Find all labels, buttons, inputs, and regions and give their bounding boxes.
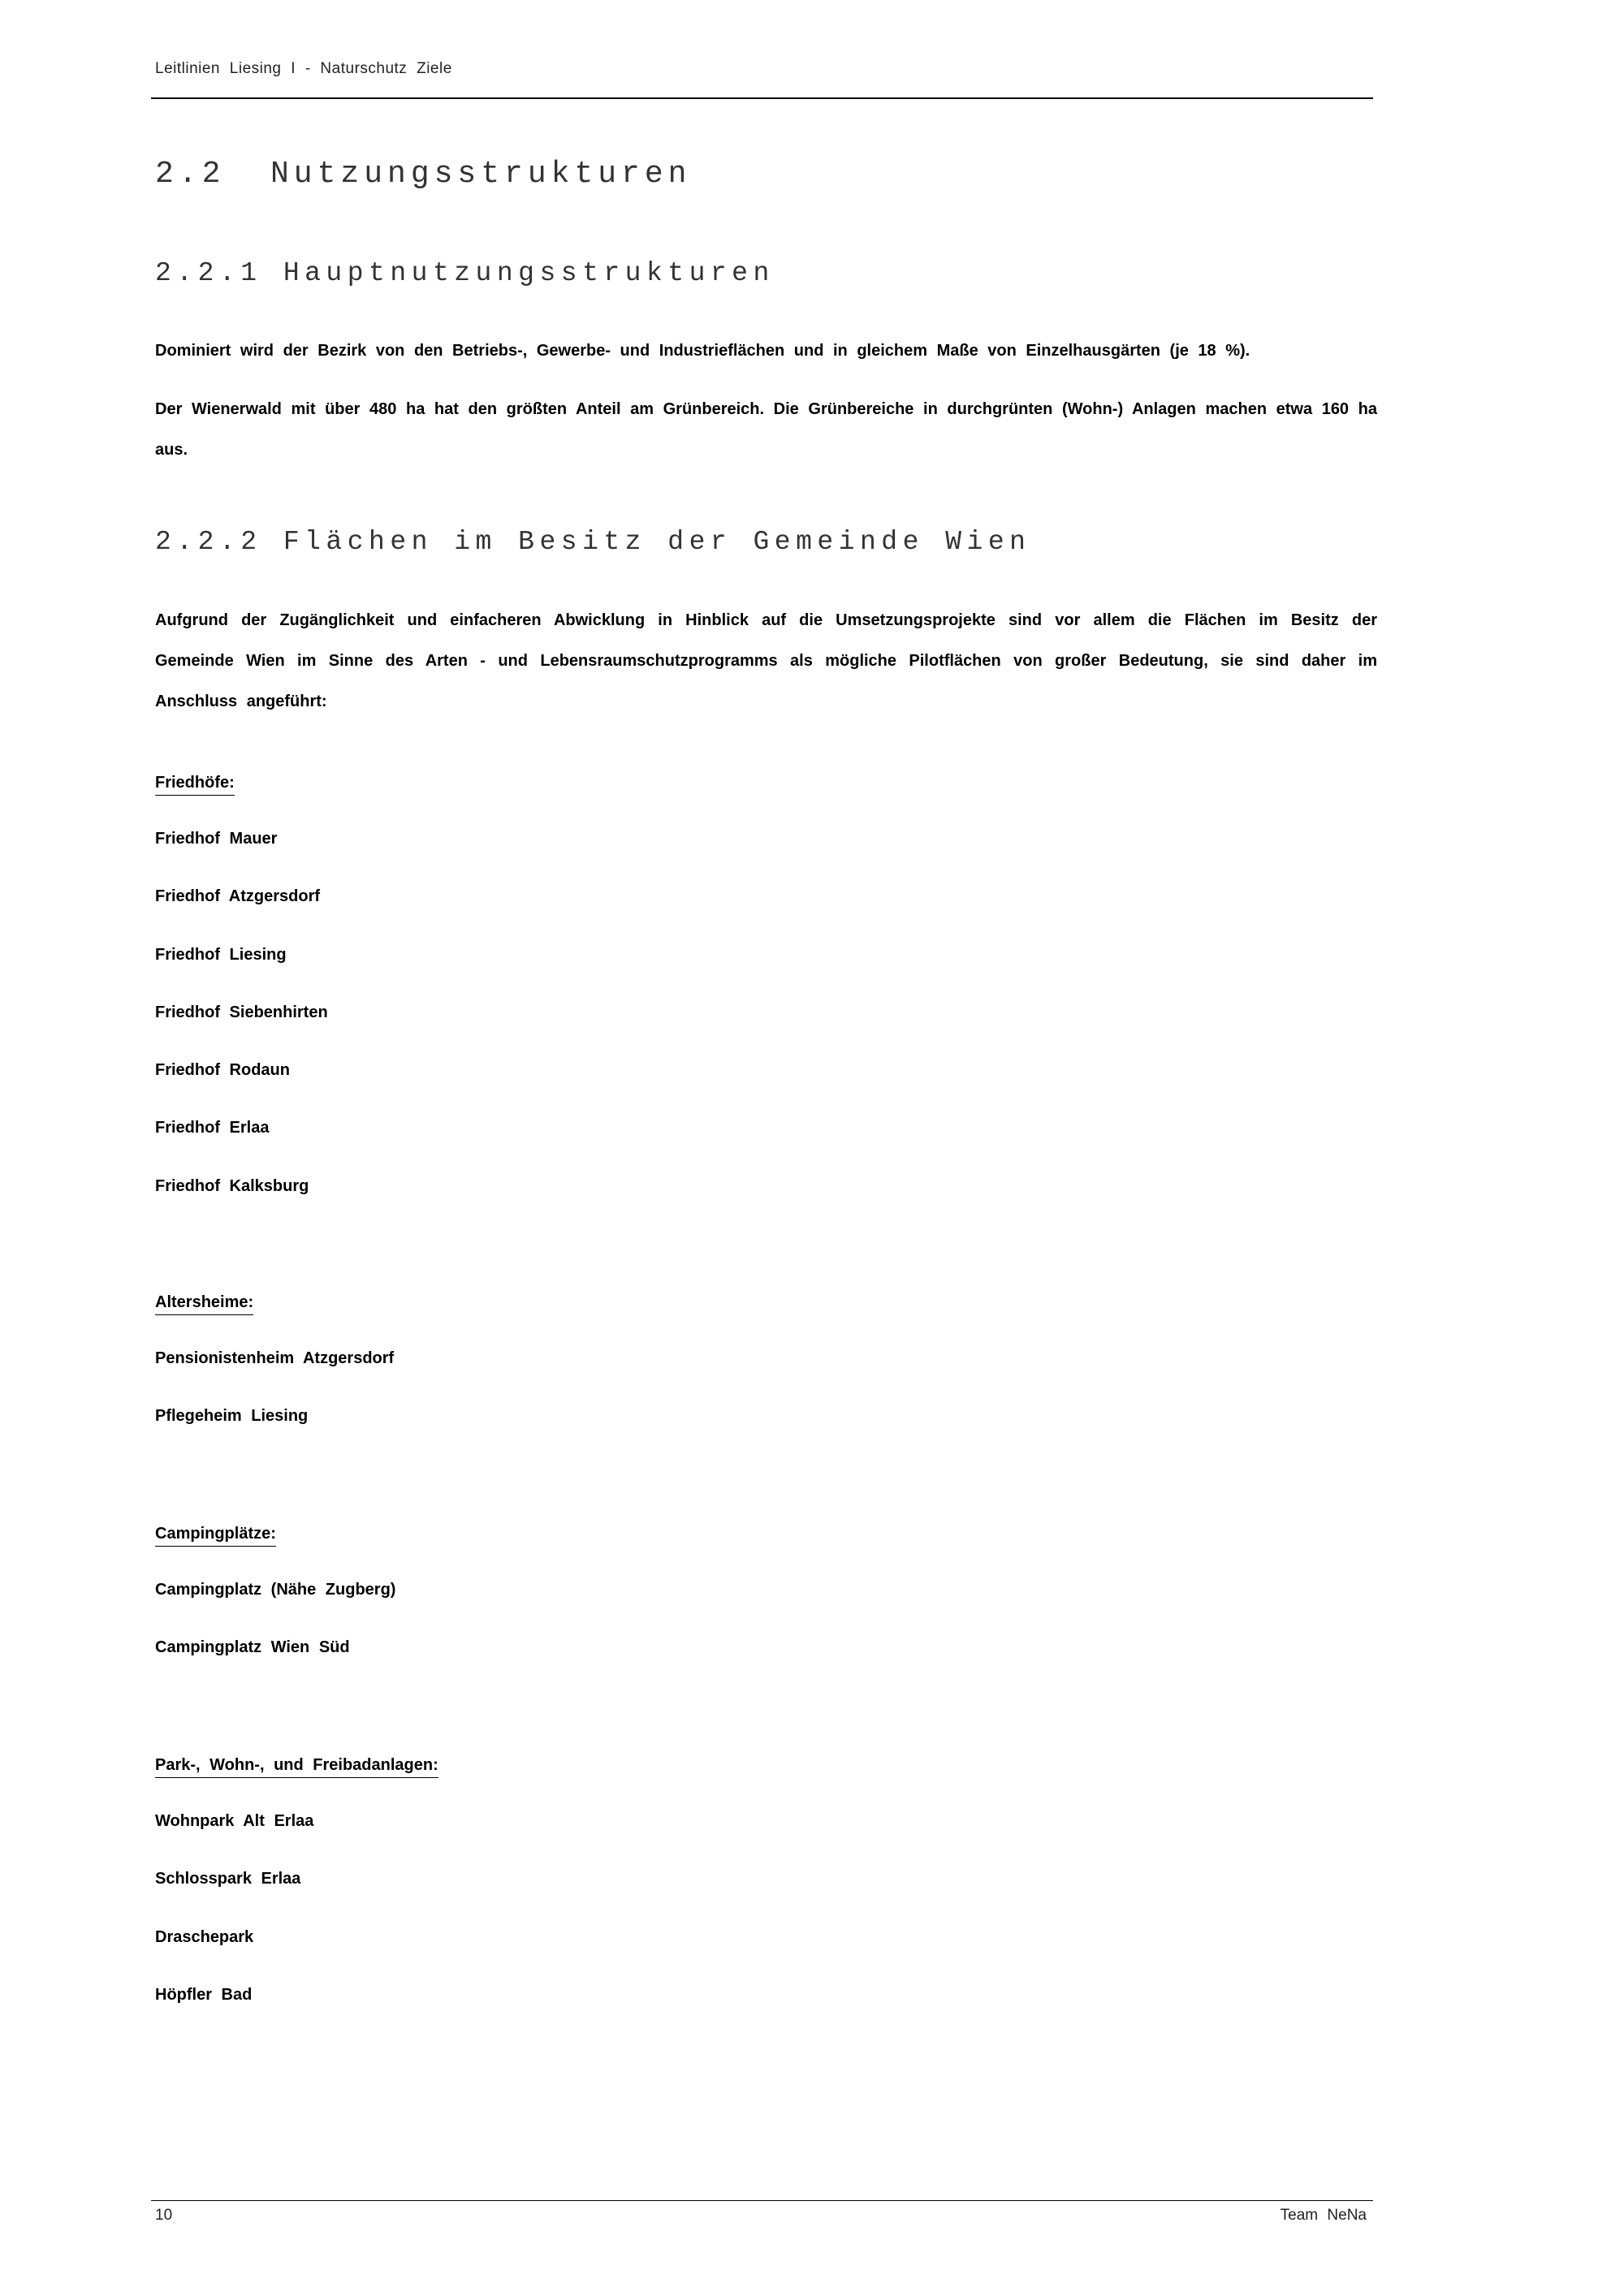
group-list bbox=[155, 1793, 438, 2024]
paragraph-dominiert: Dominiert wird der Bezirk von den Betriebs-, Gewerbe- und Industrieflächen und in gleichem Maße von Einzelhausgärten (je 18 %). bbox=[155, 342, 1250, 360]
list-item: Friedhof Liesing bbox=[155, 945, 287, 964]
list-item: Wohnpark Alt Erlaa bbox=[155, 1812, 314, 1830]
list-item: Höpfler Bad bbox=[155, 1985, 253, 2004]
list-item: Campingplatz (Nähe Zugberg) bbox=[155, 1581, 396, 1599]
group-list bbox=[155, 810, 328, 1215]
footer-author: Team NeNa bbox=[1280, 2207, 1367, 2224]
subsection-heading-hauptnutzung: 2.2.1 Hauptnutzungsstrukturen bbox=[155, 258, 775, 288]
page-number: 10 bbox=[155, 2207, 173, 2224]
list-item: Friedhof Erlaa bbox=[155, 1119, 270, 1137]
group-title: Campingplätze: bbox=[155, 1525, 276, 1547]
subsection-heading-flaechen: 2.2.2 Flächen im Besitz der Gemeinde Wien bbox=[155, 527, 1031, 557]
header-rule bbox=[151, 97, 1373, 99]
list-item: Friedhof Kalksburg bbox=[155, 1176, 309, 1195]
list-item: Friedhof Siebenhirten bbox=[155, 1003, 328, 1021]
footer-rule bbox=[151, 2200, 1373, 2201]
list-item: Campingplatz Wien Süd bbox=[155, 1638, 350, 1657]
list-item: Draschepark bbox=[155, 1927, 254, 1946]
group-altersheime bbox=[155, 1293, 394, 1446]
group-list bbox=[155, 1561, 395, 1677]
group-list bbox=[155, 1330, 394, 1446]
section-title: Nutzungsstrukturen bbox=[270, 157, 692, 192]
group-parkanlagen bbox=[155, 1756, 438, 2024]
list-item: Schlosspark Erlaa bbox=[155, 1870, 301, 1888]
section-heading bbox=[155, 157, 691, 192]
list-item: Friedhof Mauer bbox=[155, 830, 278, 848]
list-item: Friedhof Atzgersdorf bbox=[155, 887, 321, 906]
group-title: Altersheime: bbox=[155, 1293, 253, 1315]
section-number: 2.2 bbox=[155, 157, 226, 192]
group-campingplaetze bbox=[155, 1525, 395, 1677]
list-item: Pflegeheim Liesing bbox=[155, 1407, 309, 1426]
list-item: Friedhof Rodaun bbox=[155, 1061, 290, 1080]
running-header: Leitlinien Liesing I - Naturschutz Ziele bbox=[155, 60, 452, 77]
group-friedhoefe bbox=[155, 774, 328, 1215]
paragraph-wienerwald: Der Wienerwald mit über 480 ha hat den größten Anteil am Grünbereich. Die Grünbereiche in durchgrünten (Wohn-) Anlagen machen etwa 160 ha aus. bbox=[155, 400, 1377, 459]
list-item: Pensionistenheim Atzgersdorf bbox=[155, 1349, 395, 1367]
paragraph-intro: Aufgrund der Zugänglichkeit und einfacheren Abwicklung in Hinblick auf die Umsetzungsprojekte sind vor allem die Flächen im Besitz der Gemeinde Wien im Sinne des Arten - und Lebensraumschutzprogramms als mögliche Pilotflächen von großer Bedeutung, sie sind daher im Anschluss angeführt: bbox=[155, 611, 1377, 710]
group-title: Friedhöfe: bbox=[155, 774, 235, 796]
group-title: Park-, Wohn-, und Freibadanlagen: bbox=[155, 1756, 438, 1778]
